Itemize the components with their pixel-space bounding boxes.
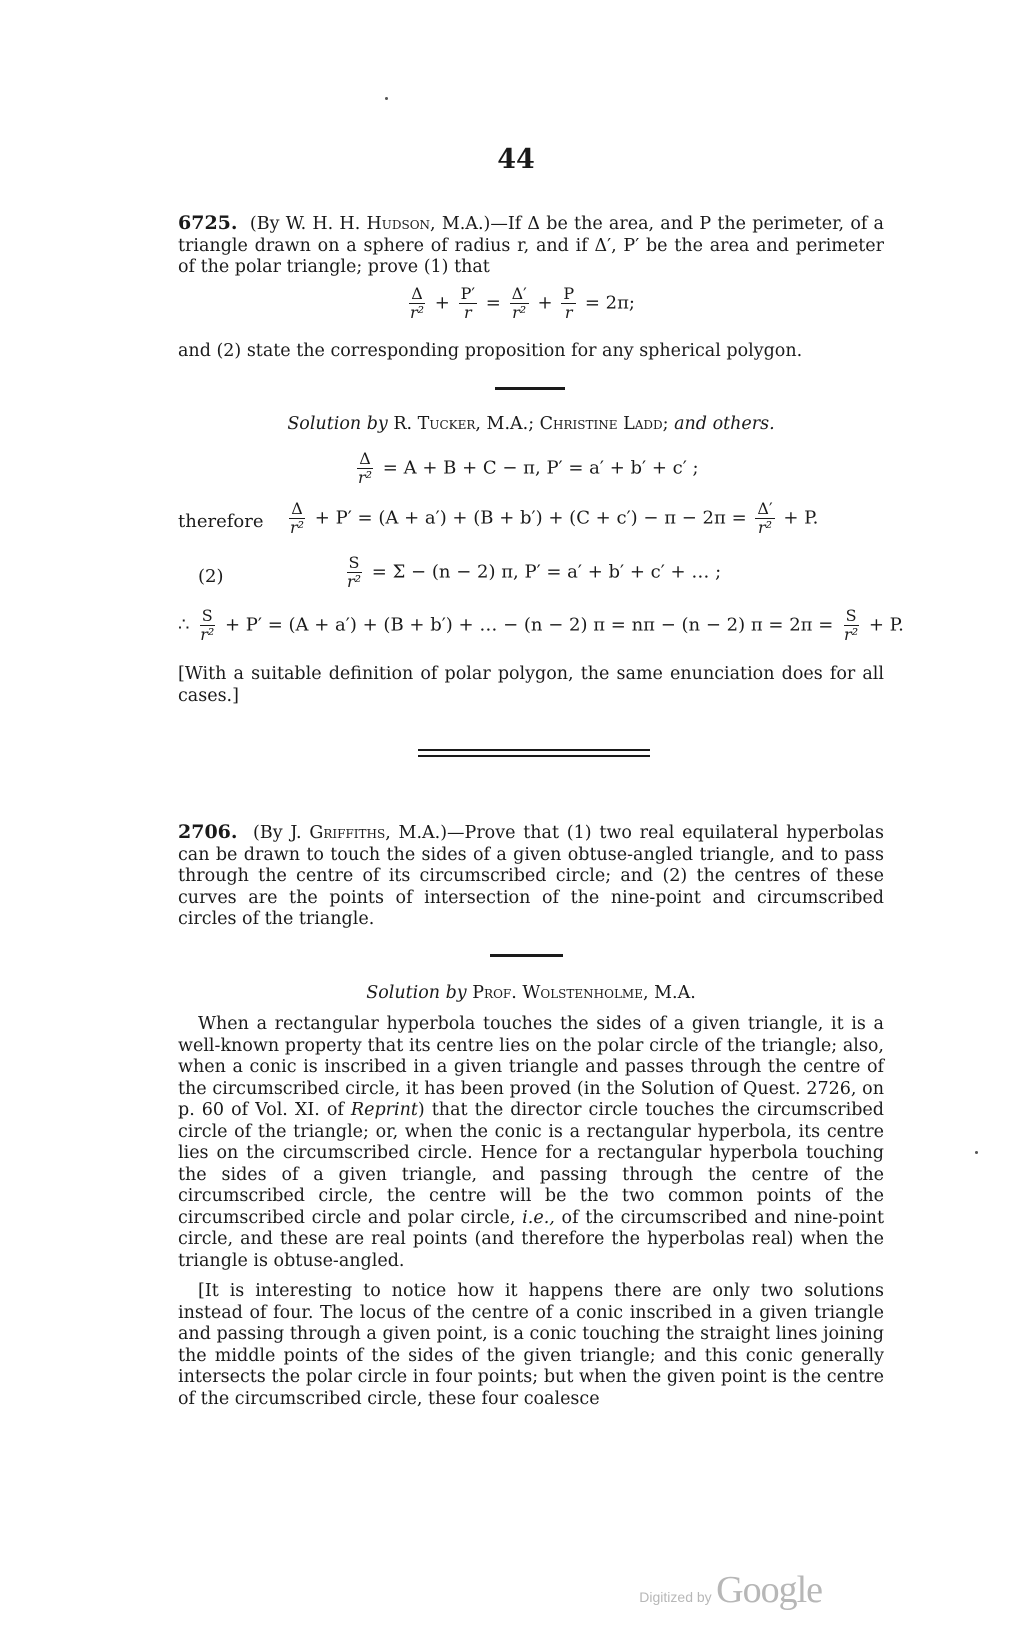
fraction: $\frac{P'}{r}$ [460, 284, 476, 322]
author-name: Griffiths [309, 823, 386, 843]
fraction: $\frac{\Delta'}{\text{r²}}$ [757, 499, 773, 537]
fraction: $\frac{\Delta}{\text{r²}}$ [290, 499, 305, 537]
author-suffix: , M.A.)— [385, 823, 465, 843]
fraction: $\frac{\Delta'}{\text{r²}}$ [511, 284, 527, 322]
page-number: 44 [497, 144, 535, 175]
solution-equation-1: $\frac{\Delta}{\text{r²}}$ = A + B + C − π, P′ = a′ + b′ + c′ ; [358, 449, 699, 487]
google-watermark [639, 1568, 822, 1612]
solution-heading: Solution by R. Tucker, M.A.; Christine Ladd; and others. [287, 414, 775, 434]
solution-paragraph-1: When a rectangular hyperbola touches the sides of a given triangle, it is a well-known property that its centre lies on the polar circle of the triangle; also, when a conic is inscribed in a given triangle and passes through the centre of the circumscribed circle, it has been proved (in the Solution of Quest. 2726, on p. 60 of Vol. XI. of Reprint) that the director circle touches the circumscribed circle of the triangle; or, when the conic is a rectangular hyperbola, its centre lies on the circumscribed circle. Hence for a rectangular hyperbola touching the sides of a given triangle, and passing through the centre of the circumscribed circle, the centre will be the two common points of the circumscribed circle and polar circle, i.e., of the circumscribed and nine-point circle, and these are real points (and therefore the hyperbolas real) when the triangle is obtuse-angled. [178, 1014, 884, 1271]
fraction: $\frac{\Delta}{\text{r²}}$ [410, 284, 425, 322]
solution-note: [With a suitable definition of polar polygon, the same enunciation does for all cases.] [178, 664, 884, 706]
watermark-prefix: Digitized by [639, 1589, 712, 1605]
therefore-label: therefore [178, 511, 264, 532]
fraction: $\frac{S}{\text{r²}}$ [200, 606, 215, 644]
question-text: If Δ be the area, and P the perimeter, of a triangle drawn on a sphere of radius r, and if Δ′, P′ be the area and perimeter of the polar triangle; prove (1) that [178, 214, 884, 277]
question-number: 6725. [178, 212, 238, 234]
google-logo: Google [716, 1569, 822, 1611]
fraction: $\frac{P}{r}$ [563, 284, 575, 322]
part-2-label: (2) [198, 566, 224, 587]
stray-mark-2 [975, 1151, 978, 1154]
fraction: $\frac{S}{\text{r²}}$ [347, 553, 362, 591]
solution-equation-4: ∴ $\frac{S}{\text{r²}}$ + P′ = (A + a′) + (B + b′) + … − (n − 2) π = nπ − (n − 2) π = 2π = $\frac{S}{\text{r²}}$ + P. [178, 606, 904, 644]
solution-equation-3: $\frac{S}{\text{r²}}$ = Σ − (n − 2) π, P′ = a′ + b′ + c′ + … ; [347, 553, 722, 591]
stray-mark [385, 97, 388, 100]
solution-equation-2: $\frac{\Delta}{\text{r²}}$ + P′ = (A + a′) + (B + b′) + (C + c′) − π − 2π = $\frac{\Delta'}{\text{r²}}$ + P. [290, 499, 819, 537]
double-rule-top [418, 749, 650, 751]
author-prefix: (By J. [253, 823, 302, 843]
double-rule-bottom [418, 755, 650, 757]
fraction: $\frac{\Delta}{\text{r²}}$ [358, 449, 373, 487]
solution-paragraph-2: [It is interesting to notice how it happens there are only two solutions instead of four. The locus of the centre of a conic inscribed in a given triangle and passing through a given point, is a conic touching the straight lines joining the middle points of the sides of the given triangle; and this conic generally intersects the polar circle in four points; but when the given point is the centre of the circumscribed circle, these four coalesce [178, 1281, 884, 1409]
question-text: Prove that (1) two real equilateral hyperbolas can be drawn to touch the sides of a given obtuse-angled triangle, and to pass through the centre of its circumscribed circle; and (2) the centres of these curves are the points of intersection of the nine-point and circumscribed circles of the triangle. [178, 823, 884, 929]
equation-1: $\frac{\Delta}{\text{r²}}$ + $\frac{P'}{r}$ = $\frac{\Delta'}{\text{r²}}$ + $\frac{P}{r}$ = 2π; [410, 284, 635, 322]
author-name: Hudson [366, 214, 431, 234]
question-6725 [178, 213, 884, 279]
solution-heading-2: Solution by Prof. Wolstenholme, M.A. [366, 983, 696, 1003]
section-rule-2 [490, 954, 563, 957]
question-number: 2706. [178, 821, 238, 843]
section-rule [495, 387, 565, 390]
question-2706 [178, 822, 884, 931]
author-suffix: , M.A.)— [430, 214, 508, 234]
author-prefix: (By W. H. H. [249, 214, 361, 234]
question-text-2: and (2) state the corresponding proposition for any spherical polygon. [178, 341, 803, 361]
fraction: $\frac{S}{\text{r²}}$ [844, 606, 859, 644]
